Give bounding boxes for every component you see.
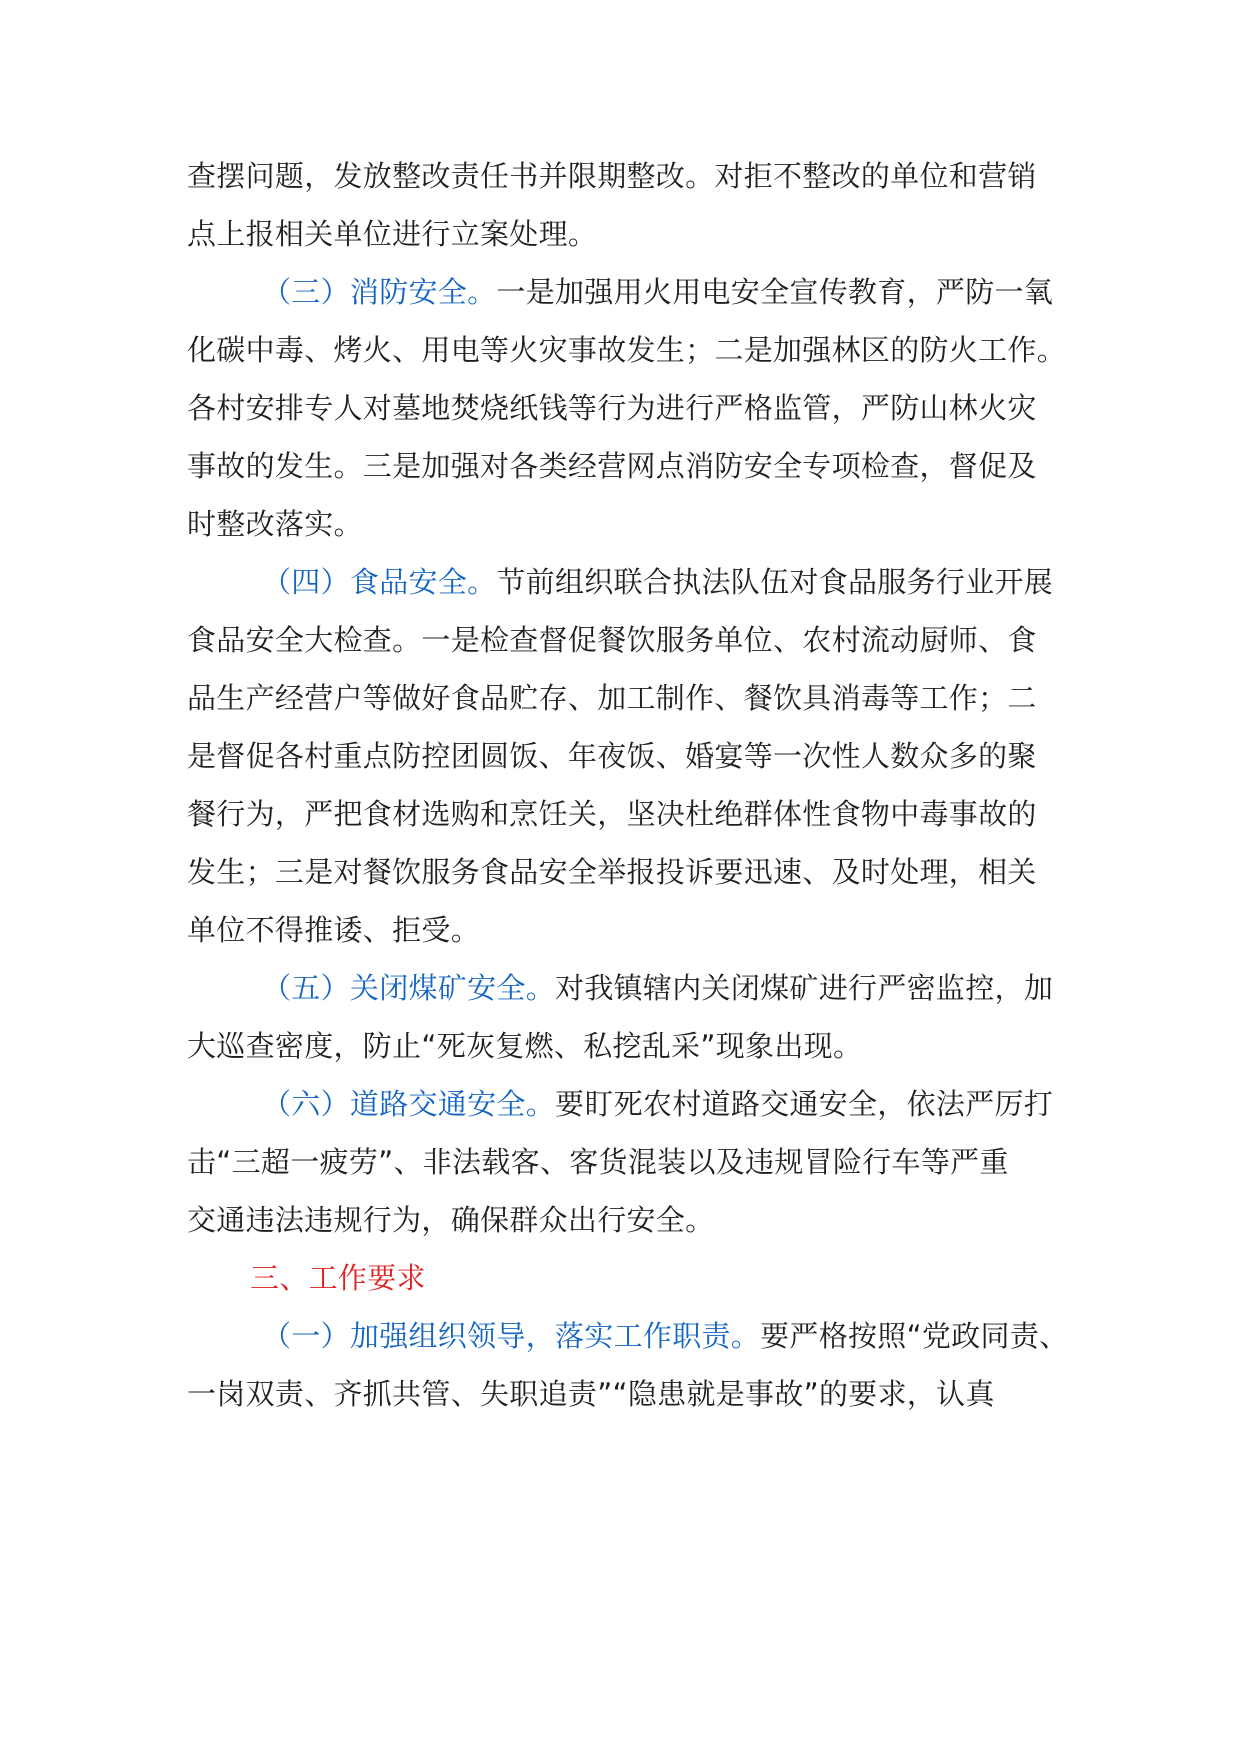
paragraph-line: 化碳中毒、烤火、用电等火灾事故发生；二是加强林区的防火工作。 [187, 333, 1067, 367]
paragraph-line: 时整改落实。 [187, 507, 363, 541]
section-road-traffic-safety [262, 1084, 1053, 1124]
section-heading-organization-leadership: （一）加强组织领导，落实工作职责。 [262, 1319, 761, 1353]
paragraph-line: 品生产经营户等做好食品贮存、加工制作、餐饮具消毒等工作；二 [187, 681, 1037, 715]
paragraph-line: 是督促各村重点防控团圆饭、年夜饭、婚宴等一次性人数众多的聚 [187, 739, 1037, 773]
paragraph-line: 发生；三是对餐饮服务食品安全举报投诉要迅速、及时处理，相关 [187, 855, 1037, 889]
section-heading-fire-safety: （三）消防安全。 [262, 275, 497, 309]
section-organization-leadership [262, 1316, 1068, 1356]
paragraph-line: 食品安全大检查。一是检查督促餐饮服务单位、农村流动厨师、食 [187, 623, 1037, 657]
paragraph-line: 交通违法违规行为，确保群众出行安全。 [187, 1203, 715, 1237]
paragraph-text: 对我镇辖内关闭煤矿进行严密监控，加 [555, 971, 1054, 1005]
section-fire-safety [262, 272, 1053, 312]
section-food-safety [262, 562, 1053, 602]
section-heading-road-traffic-safety: （六）道路交通安全。 [262, 1087, 556, 1121]
section-heading-food-safety: （四）食品安全。 [262, 565, 497, 599]
paragraph-text: 要严格按照“党政同责、 [760, 1319, 1069, 1353]
paragraph-line: 点上报相关单位进行立案处理。 [187, 217, 598, 251]
paragraph-text: 节前组织联合执法队伍对食品服务行业开展 [496, 565, 1054, 599]
paragraph-line: 大巡查密度，防止“死灰复燃、私挖乱采”现象出现。 [187, 1029, 863, 1063]
paragraph-line: 事故的发生。三是加强对各类经营网点消防安全专项检查，督促及 [187, 449, 1037, 483]
paragraph-line: 一岗双责、齐抓共管、失职追责”“隐患就是事故”的要求，认真 [187, 1377, 995, 1411]
section-heading-coal-mine-safety: （五）关闭煤矿安全。 [262, 971, 556, 1005]
chapter-heading-work-requirements: 三、工作要求 [250, 1261, 426, 1295]
paragraph-text: 要盯死农村道路交通安全，依法严厉打 [555, 1087, 1054, 1121]
paragraph-line: 击“三超一疲劳”、非法载客、客货混装以及违规冒险行车等严重 [187, 1145, 1009, 1179]
paragraph-line: 各村安排专人对墓地焚烧纸钱等行为进行严格监管，严防山林火灾 [187, 391, 1037, 425]
paragraph-line: 查摆问题，发放整改责任书并限期整改。对拒不整改的单位和营销 [187, 159, 1037, 193]
paragraph-text: 一是加强用火用电安全宣传教育，严防一氧 [496, 275, 1054, 309]
section-coal-mine-safety [262, 968, 1053, 1008]
paragraph-line: 单位不得推诿、拒受。 [187, 913, 481, 947]
paragraph-line: 餐行为，严把食材选购和烹饪关，坚决杜绝群体性食物中毒事故的 [187, 797, 1037, 831]
